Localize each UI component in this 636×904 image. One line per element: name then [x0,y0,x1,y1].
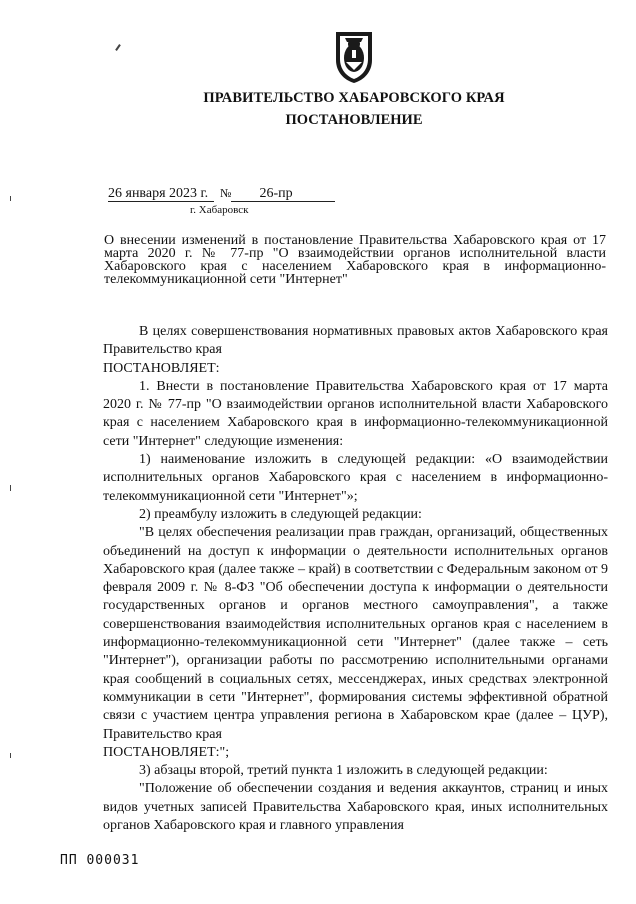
body-paragraph: 2) преамбулу изложить в следующей редакции: [139,506,422,522]
body-resolution: ПОСТАНОВЛЯЕТ:"; [103,744,230,760]
body-resolution: ПОСТАНОВЛЯЕТ: [103,360,220,376]
number-sign: № [220,186,232,200]
scan-mark [10,485,11,491]
document-subject: О внесении изменений в постановление Правительства Хабаровского края от 17 марта 2020 г. № 77-пр "О взаимодействии органов исполнительной власти Хабаровского края с населением Хабаровского края в информационно-телекоммуникационной сети "Интернет" [104,233,606,287]
body-paragraph: "Положение об обеспечении создания и ведения аккаунтов, страниц и иных видов учетных записей Правительства Хабаровского края, иных исполнительных органов Хабаровского края и главного управления [103,781,608,834]
scan-mark [115,44,121,51]
document-type: ПОСТАНОВЛЕНИЕ [285,112,423,128]
document-date: 26 января 2023 г. [108,186,214,202]
body-paragraph: "В целях обеспечения реализации прав граждан, организаций, общественных объединений на доступ к информации о деятельности исполнительных органов Хабаровского края (далее также – край) в соответствии с Федеральным законом от 9 февраля 2009 г. № 8-ФЗ "Об обеспечении доступа к информации о деятельности государственных органов и органов местного самоуправления", а также совершенствования взаимодействия исполнительных органов края с населением в информационно-телекоммуникационной сети "Интернет" (далее также – сеть "Интернет"), организации работы по рассмотрению исполнительными органами края сообщений в социальных сетях, мессенджерах, иных средствах электронной коммуникации в сети "Интернет", формирования системы эффективной обратной связи с участием центра управления региона в Хабаровском крае (далее – ЦУР), Правительство края [103,525,608,742]
document-body [103,323,608,835]
scan-mark [10,753,11,758]
body-paragraph: 1. Внести в постановление Правительства Хабаровского края от 17 марта 2020 г. № 77-пр "О взаимодействии органов исполнительной власти Хабаровского края с населением Хабаровского края в информационно-телекоммуникационной сети "Интернет" следующие изменения: [103,378,608,449]
footer-code: ПП 000031 [60,853,140,868]
body-paragraph: В целях совершенствования нормативных правовых актов Хабаровского края Правительство края [103,324,608,358]
organization-title: ПРАВИТЕЛЬСТВО ХАБАРОВСКОГО КРАЯ [203,90,505,106]
document-city: г. Хабаровск [190,204,249,216]
body-paragraph: 1) наименование изложить в следующей редакции: «О взаимодействии исполнительных органов Хабаровского края с населением в информационно-телекоммуникационной сети "Интернет"»; [103,452,608,504]
body-paragraph: 3) абзацы второй, третий пункта 1 изложить в следующей редакции: [139,763,548,779]
document-number: 26-пр [231,186,335,202]
date-number-line [108,186,335,202]
coat-of-arms-icon [332,28,376,84]
scan-mark [10,196,11,201]
